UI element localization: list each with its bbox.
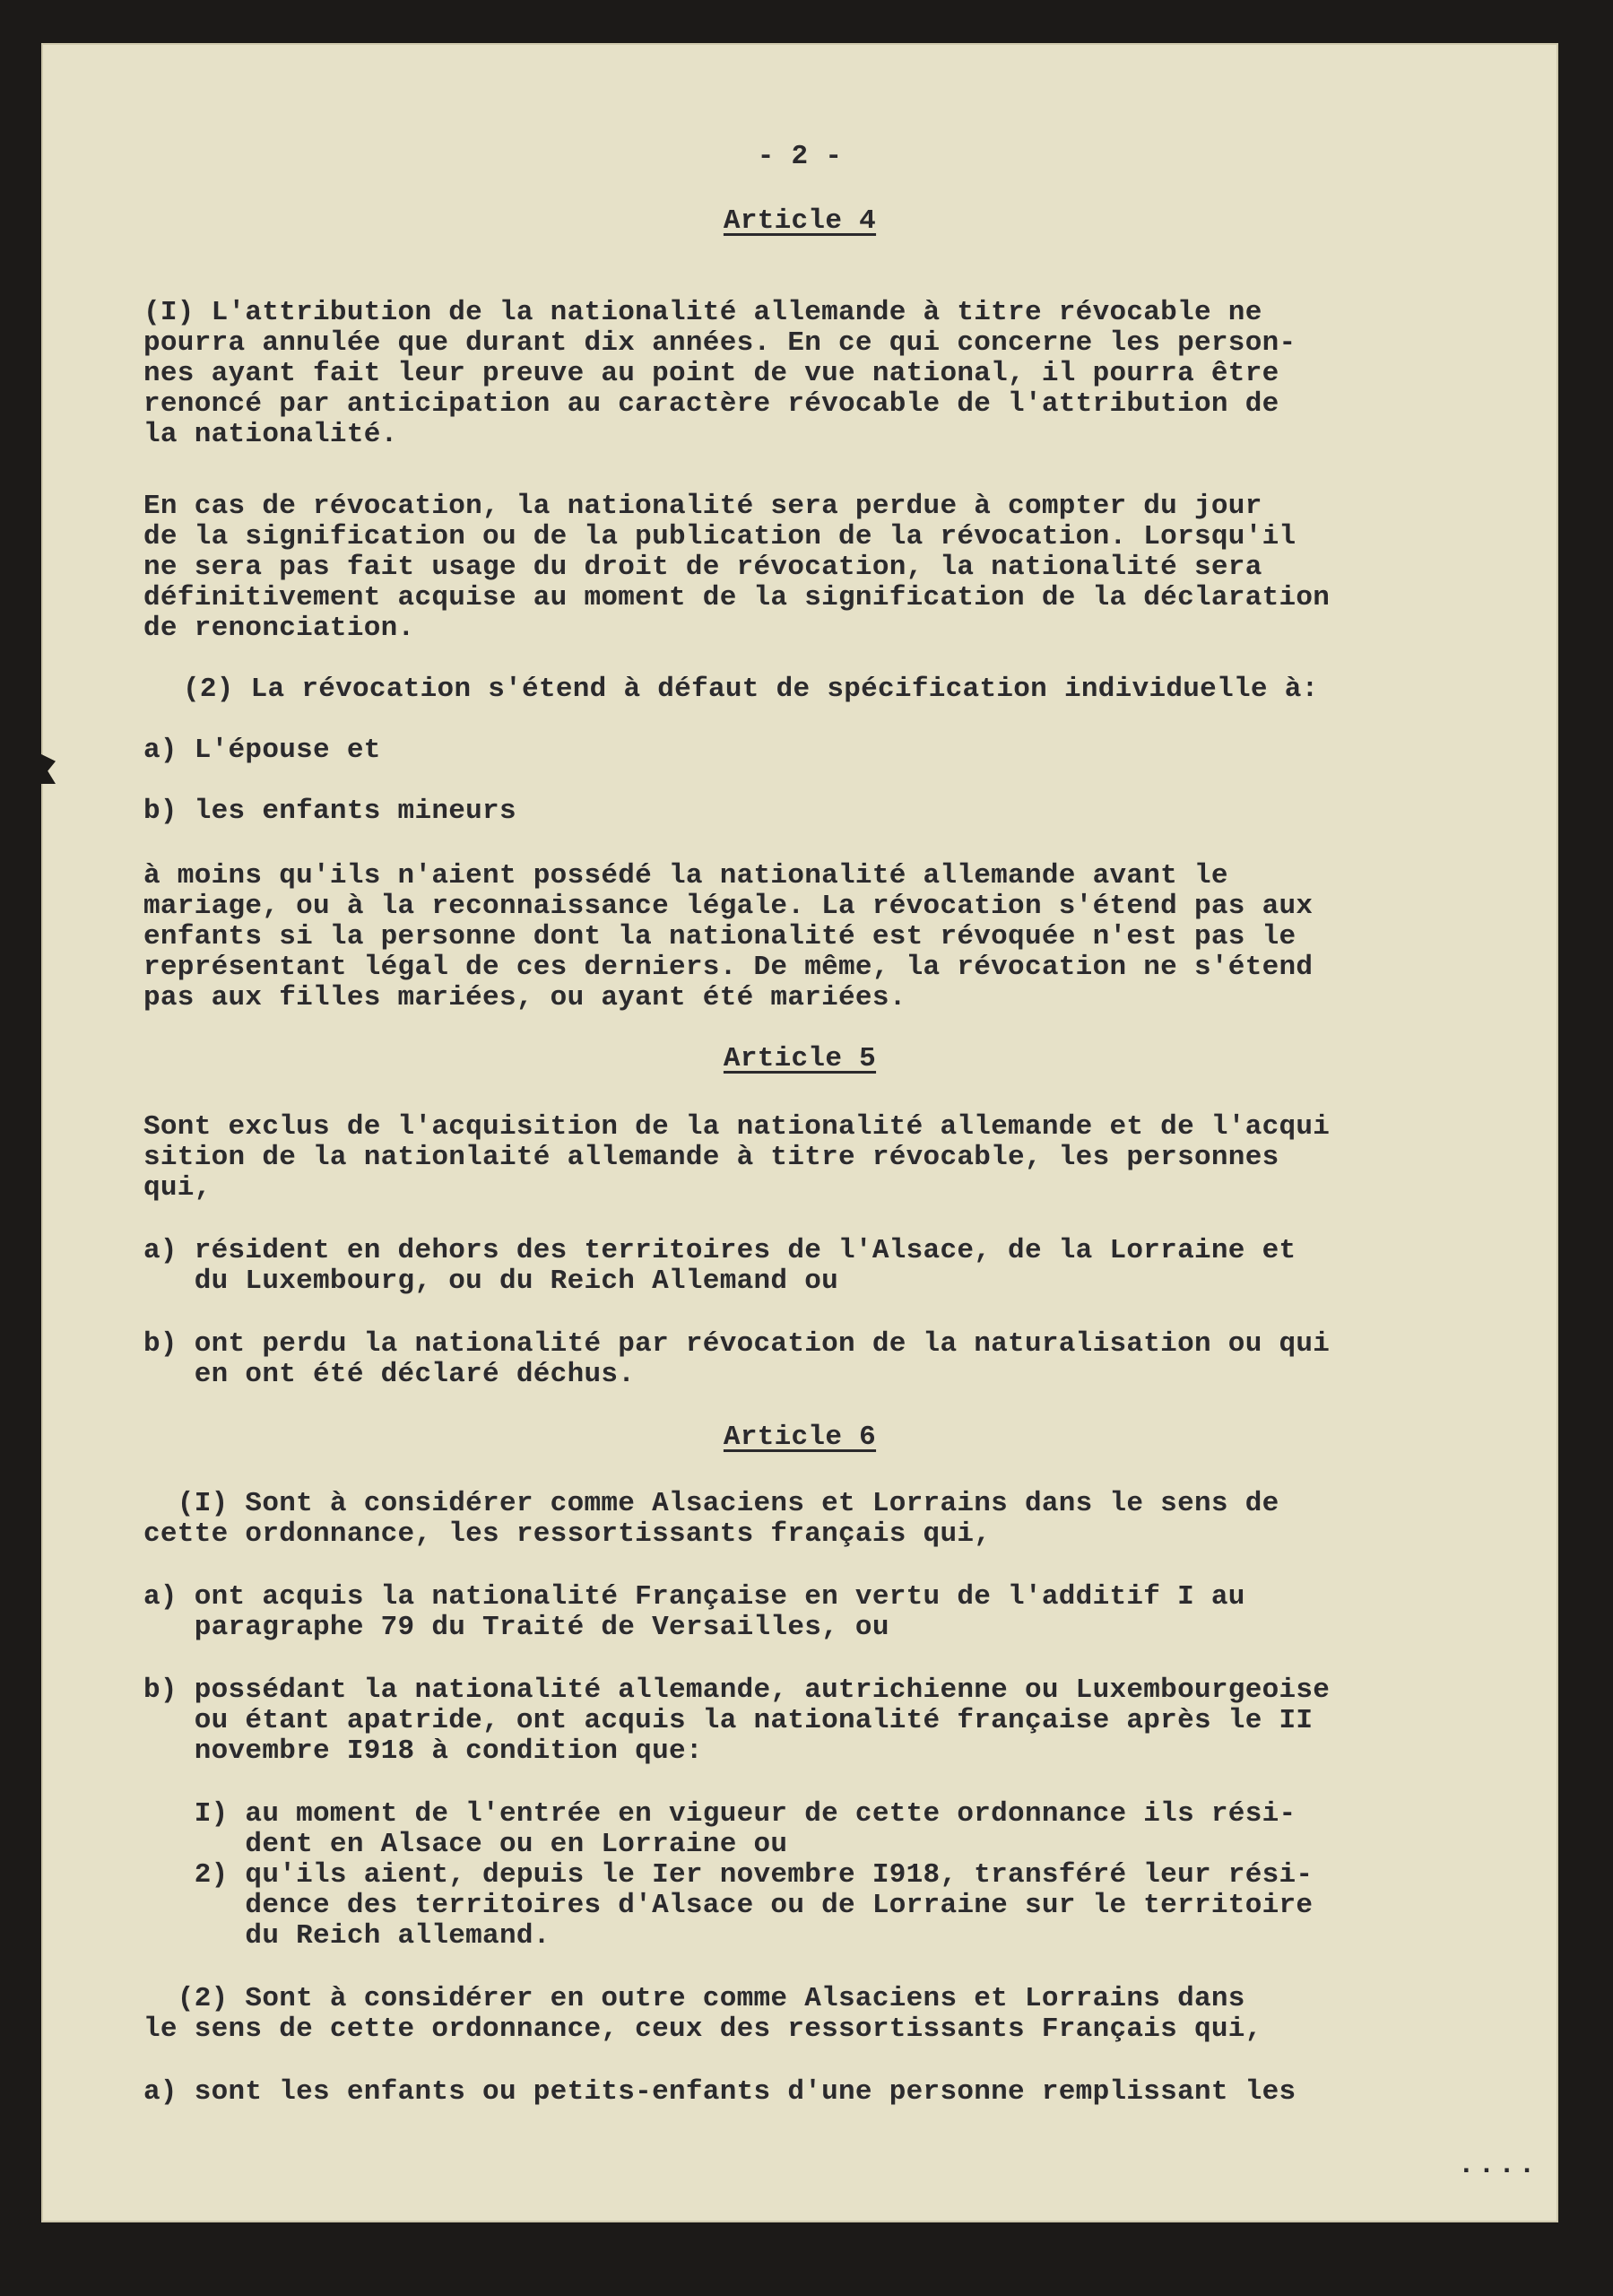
article-5-item-b-line: en ont été déclaré déchus.	[143, 1359, 636, 1390]
article-4-p1-line: pourra annulée que durant dix années. En ce qui concerne les person-	[143, 327, 1296, 359]
article-6-sub1-line: I) au moment de l'entrée en vigueur de cette ordonnance ils rési-	[143, 1798, 1296, 1830]
article-6-item-b-line: b) possédant la nationalité allemande, autrichienne ou Luxembourgeoise	[143, 1674, 1331, 1706]
article-5-item-b-line: b) ont perdu la nationalité par révocation de la naturalisation ou qui	[143, 1328, 1331, 1360]
article-6-item-a2: a) sont les enfants ou petits-enfants d'une personne remplissant les	[143, 2076, 1296, 2108]
article-4-p4-line: à moins qu'ils n'aient possédé la nationalité allemande avant le	[143, 860, 1228, 891]
continuation-dots: ....	[1458, 2150, 1539, 2181]
article-6-p1-line: (I) Sont à considérer comme Alsaciens et Lorrains dans le sens de	[143, 1488, 1279, 1519]
article-6-sub2-line: du Reich allemand.	[143, 1920, 551, 1952]
article-4-p2-line: définitivement acquise au moment de la signification de la déclaration	[143, 582, 1331, 613]
article-6-item-a-line: paragraphe 79 du Traité de Versailles, ou	[143, 1612, 889, 1643]
article-6-p1-line: cette ordonnance, les ressortissants français qui,	[143, 1518, 992, 1550]
article-4-heading: Article 4	[723, 205, 877, 237]
article-4-p1-line: (I) L'attribution de la nationalité allemande à titre révocable ne	[143, 297, 1262, 328]
article-4-p4-line: pas aux filles mariées, ou ayant été mariées.	[143, 982, 906, 1013]
article-4-item-a: a) L'épouse et	[143, 735, 381, 766]
article-4-p1-line: renoncé par anticipation au caractère révocable de l'attribution de	[143, 388, 1279, 420]
article-5-item-a-line: du Luxembourg, ou du Reich Allemand ou	[143, 1265, 839, 1297]
article-4-p4-line: mariage, ou à la reconnaissance légale. La révocation s'étend pas aux	[143, 891, 1314, 922]
article-4-p2-line: En cas de révocation, la nationalité sera perdue à compter du jour	[143, 491, 1262, 522]
article-4-p2-line: de la signification ou de la publication de la révocation. Lorsqu'il	[143, 521, 1296, 552]
article-4-p1-line: nes ayant fait leur preuve au point de vue national, il pourra être	[143, 358, 1279, 389]
article-4-p1-line: la nationalité.	[143, 419, 398, 450]
article-6-sub2-line: dence des territoires d'Alsace ou de Lorraine sur le territoire	[143, 1890, 1314, 1921]
article-6-item-b-line: ou étant apatride, ont acquis la nationalité française après le II	[143, 1705, 1314, 1736]
paper-tear	[36, 752, 56, 784]
page-number: - 2 -	[757, 141, 843, 172]
article-5-heading: Article 5	[723, 1043, 877, 1074]
article-6-p2-line: le sens de cette ordonnance, ceux des ressortissants Français qui,	[143, 2013, 1262, 2045]
article-5-item-a-line: a) résident en dehors des territoires de l'Alsace, de la Lorraine et	[143, 1235, 1296, 1266]
article-6-sub1-line: dent en Alsace ou en Lorraine ou	[143, 1829, 788, 1860]
article-6-p2-line: (2) Sont à considérer en outre comme Alsaciens et Lorrains dans	[143, 1983, 1245, 2014]
article-6-heading: Article 6	[723, 1422, 877, 1453]
article-4-p2-line: ne sera pas fait usage du droit de révocation, la nationalité sera	[143, 552, 1262, 583]
article-6-sub2-line: 2) qu'ils aient, depuis le Ier novembre I918, transféré leur rési-	[143, 1859, 1314, 1891]
article-4-item-b: b) les enfants mineurs	[143, 796, 516, 827]
document-page	[41, 43, 1558, 2222]
article-6-item-b-line: novembre I918 à condition que:	[143, 1735, 703, 1767]
article-6-item-a-line: a) ont acquis la nationalité Française en vertu de l'additif I au	[143, 1581, 1245, 1613]
article-5-p1-line: Sont exclus de l'acquisition de la nationalité allemande et de l'acqui	[143, 1111, 1331, 1143]
article-4-p4-line: représentant légal de ces derniers. De même, la révocation ne s'étend	[143, 952, 1314, 983]
article-4-p3: (2) La révocation s'étend à défaut de spécification individuelle à:	[183, 674, 1319, 705]
article-5-p1-line: qui,	[143, 1172, 212, 1204]
article-4-p4-line: enfants si la personne dont la nationalité est révoquée n'est pas le	[143, 921, 1296, 952]
article-5-p1-line: sition de la nationlaité allemande à titre révocable, les personnes	[143, 1142, 1279, 1173]
article-4-p2-line: de renonciation.	[143, 613, 415, 644]
